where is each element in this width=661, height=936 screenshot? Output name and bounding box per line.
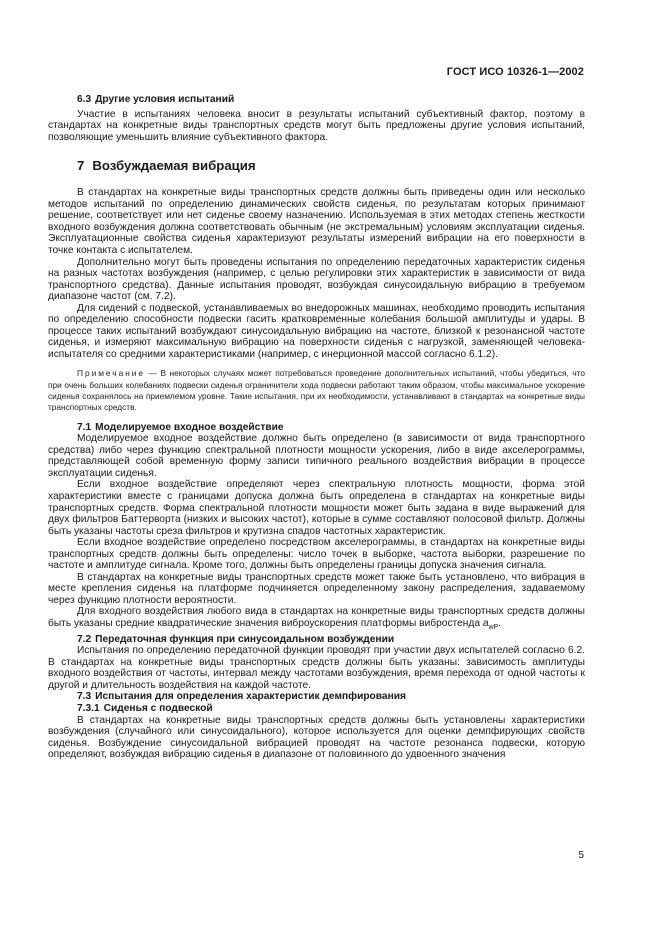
paragraph: Участие в испытаниях человека вносит в результаты испытаний субъективный фактор, поэтому в стандартах на конкретные виды транспортных средств могут быть предложены другие условия испытаний, позволяющие уменьшить влияние субъективного фактора.: [48, 108, 585, 143]
heading-number: 7.2: [77, 633, 92, 645]
paragraph: Для сидений с подвеской, устанавливаемых во внедорожных машинах, необходимо проводить испытания по определению способности подвески гасить кратковременные колебания большой амплитуды и удары. В процессе таких испытаний возбуждают синусоидальную вибрацию на частоте, близкой к резонансной частоте сиденья, и измеряют максимальную вибрацию на поверхности сиденья с нагрузкой, заменяющей человека-испытателя со средними характеристиками (например, с инерционной массой согласно 6.1.2).: [48, 302, 585, 360]
heading-7-3: [48, 691, 585, 703]
section-title: Возбуждаемая вибрация: [92, 158, 256, 174]
section-number: 7: [77, 158, 85, 174]
paragraph: В стандартах на конкретные виды транспортных средств должны быть установлены характеристики возбуждения (случайного или синусоидального), которое используется для оценки демпфирующих свойств сиденья. Возбуждение синусоидальной вибрацией проводят на частоте резонанса подвески, которую определяют, возбуждая вибрацию сиденья в диапазоне от половинного до удвоенного значения: [48, 714, 585, 761]
standard-code-header: ГОСТ ИСО 10326-1—2002: [446, 66, 584, 78]
symbol-a: a: [482, 617, 489, 629]
paragraph: Если входное воздействие определяют через спектральную плотность мощности, форма этой характеристики вместе с границами допуска должна быть определена в стандартах на конкретные виды транспортных средств. Форма спектральной плотности мощности может быть задана в виде выражений для двух фильтров Баттерворта (низких и высоких частот), которые в сумме составляют полосовой фильтр. Должны быть указаны частоты среза фильтров и крутизна спадов частотных характеристик.: [48, 479, 585, 537]
paragraph: [48, 606, 585, 633]
note-text: — В некоторых случаях может потребоваться проведение дополнительных испытаний, чтобы убедиться, что при очень больших колебаниях подвески сиденья ограничители хода подвески работают таким образом, чтобы максимальное ускорение сиденья сохранялось на приемлемом уровне. Такие испытания, при их необходимости, устанавливают в стандартах на конкретные виды транспортных средств.: [48, 368, 585, 413]
symbol-subscript: wP: [488, 624, 499, 631]
heading-title: Испытания для определения характеристик демпфирования: [95, 691, 406, 703]
paragraph: Испытания по определению передаточной функции проводят при участии двух испытателей согласно 6.2. В стандартах на конкретные виды транспортных средств должны быть указаны: зависимость амплитуды входного воздействия от частоты, интервал между частотами возбуждения, время перехода от одной частоты к другой и длительность воздействия на каждой частоте.: [48, 645, 585, 691]
heading-title: Моделируемое входное воздействие: [95, 421, 284, 433]
heading-6-3: [48, 94, 585, 106]
heading-title: Сиденья с подвеской: [103, 702, 213, 714]
heading-number: 7.1: [77, 421, 92, 433]
paragraph: В стандартах на конкретные виды транспортных средств должны быть приведены один или несколько методов испытаний по определению динамических свойств сиденья, по результатам которых принимают решение, соответствует или нет сиденье своему назначению. Используемая в этих методах степень жесткости входного возбуждения должна соответствовать обычным (не экстремальным) условиям эксплуатации сиденья. Эксплуатационные свойства сиденья характеризуют результаты измерений вибрации на его поверхности в точке контакта с испытателем.: [48, 187, 585, 256]
section-7-title: [48, 158, 585, 173]
paragraph-end: .: [498, 617, 502, 629]
note: [48, 368, 585, 413]
heading-title: Передаточная функция при синусоидальном возбуждении: [95, 633, 395, 645]
page-number: 5: [578, 850, 584, 861]
heading-7-3-1: [48, 703, 585, 715]
heading-title: Другие условия испытаний: [95, 94, 235, 105]
paragraph: Моделируемое входное воздействие должно быть определено (в зависимости от вида транспортного средства) либо через функцию спектральной плотности мощности ускорения, либо в виде акселерограммы, представляющей собой временную форму записи типичного реального воздействия вибрации в процессе эксплуатации сиденья.: [48, 433, 585, 479]
heading-number: 6.3: [77, 94, 92, 105]
paragraph: В стандартах на конкретные виды транспортных средств может также быть установлено, что вибрация в месте крепления сиденья на платформе подчиняется определенному закону распределения, задаваемому через функцию плотности вероятности.: [48, 571, 585, 606]
paragraph: Если входное воздействие определено посредством акселерограммы, в стандартах на конкретные виды транспортных средств должны быть определены: число точек в выборке, частота выборки, разрешение по частоте и амплитуде сигнала. Кроме того, должны быть определены границы допуска значения сигнала.: [48, 537, 585, 572]
heading-7-1: [48, 422, 585, 434]
note-label: Примечание: [77, 368, 146, 379]
heading-number: 7.3.1: [77, 702, 100, 714]
heading-7-2: [48, 634, 585, 646]
paragraph: Дополнительно могут быть проведены испытания по определению передаточных характеристик сиденья на разных частотах возбуждения (например, с целью регулировки этих характеристик в зависимости от вида транспортного средства). Данные испытания проводят, возбуждая синусоидальную вибрацию в требуемом диапазоне частот (см. 7.2).: [48, 256, 585, 303]
heading-number: 7.3: [77, 691, 92, 703]
page-content: [48, 94, 585, 761]
paragraph-text: Для входного воздействия любого вида в стандартах на конкретные виды транспортных средств должны быть указаны средние квадратические значения виброускорения платформы вибростенда: [48, 606, 585, 629]
